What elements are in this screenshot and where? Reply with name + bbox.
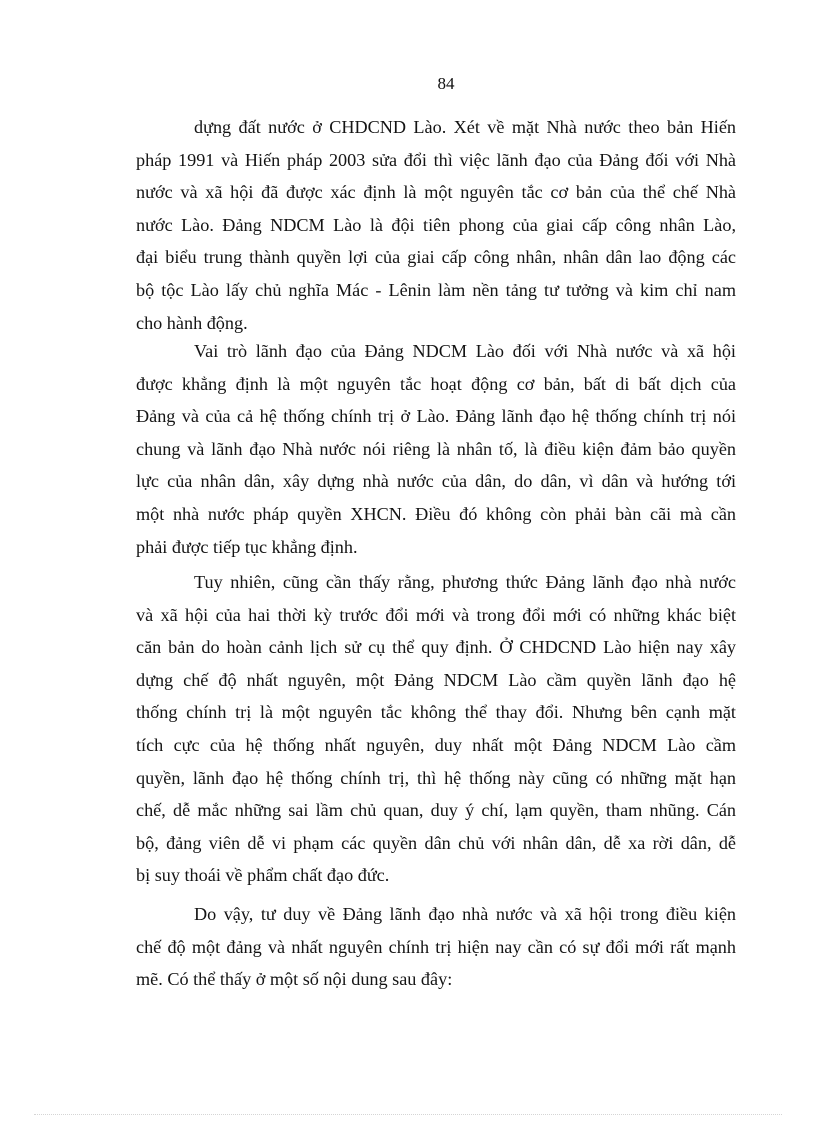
paragraph-line: Do vậy, tư duy về Đảng lãnh đạo nhà nước và xã hội trong điều kiện bbox=[194, 904, 736, 924]
paragraph-line: thống chính trị là một nguyên tắc không thể thay đổi. Nhưng bên cạnh mặt bbox=[136, 702, 736, 723]
paragraph-line: dựng đất nước ở CHDCND Lào. Xét về mặt Nhà nước theo bản Hiến bbox=[194, 117, 736, 137]
paragraph-line: mẽ. Có thể thấy ở một số nội dung sau đây: bbox=[136, 969, 453, 990]
paragraph-line: căn bản do hoàn cảnh lịch sử cụ thể quy định. Ở CHDCND Lào hiện nay xây bbox=[136, 637, 736, 658]
paragraph-line: cho hành động. bbox=[136, 312, 248, 333]
paragraph-line: được khẳng định là một nguyên tắc hoạt động cơ bản, bất di bất dịch của bbox=[136, 373, 736, 394]
page-number: 84 bbox=[437, 74, 455, 93]
paragraph-line: và xã hội của hai thời kỳ trước đổi mới và trong đổi mới có những khác biệt bbox=[136, 604, 736, 625]
paragraph-line: bộ tộc Lào lấy chủ nghĩa Mác - Lênin làm nền tảng tư tưởng và kim chỉ nam bbox=[136, 279, 736, 300]
paragraph-line: chung và lãnh đạo Nhà nước nói riêng là nhân tố, là điều kiện đảm bảo quyền bbox=[136, 438, 736, 459]
paragraph-1 bbox=[136, 111, 736, 339]
paragraph-line: dựng chế độ nhất nguyên, một Đảng NDCM Lào cầm quyền lãnh đạo hệ bbox=[136, 669, 736, 690]
paragraph-line: phải được tiếp tục khẳng định. bbox=[136, 536, 358, 557]
paragraph-line: tích cực của hệ thống nhất nguyên, duy nhất một Đảng NDCM Lào cầm bbox=[136, 734, 736, 755]
paragraph-line: Đảng và của cả hệ thống chính trị ở Lào. Đảng lãnh đạo hệ thống chính trị nói bbox=[136, 406, 736, 427]
paragraph-line: pháp 1991 và Hiến pháp 2003 sửa đổi thì việc lãnh đạo của Đảng đối với Nhà bbox=[136, 149, 736, 170]
page-bottom-divider bbox=[34, 1114, 782, 1115]
paragraph-2 bbox=[136, 335, 736, 563]
paragraph-line: nước Lào. Đảng NDCM Lào là đội tiên phong của giai cấp công nhân Lào, bbox=[136, 214, 736, 235]
paragraph-line: chế, dễ mắc những sai lầm chủ quan, duy ý chí, lạm quyền, tham nhũng. Cán bbox=[136, 800, 736, 821]
paragraph-line: Vai trò lãnh đạo của Đảng NDCM Lào đối với Nhà nước và xã hội bbox=[194, 341, 736, 361]
paragraph-4 bbox=[136, 898, 736, 996]
paragraph-line: bị suy thoái về phẩm chất đạo đức. bbox=[136, 865, 390, 886]
paragraph-line: nước và xã hội đã được xác định là một nguyên tắc cơ bản của thể chế Nhà bbox=[136, 182, 736, 203]
paragraph-line: một nhà nước pháp quyền XHCN. Điều đó không còn phải bàn cãi mà cần bbox=[136, 503, 736, 524]
paragraph-line: Tuy nhiên, cũng cần thấy rằng, phương thức Đảng lãnh đạo nhà nước bbox=[194, 572, 736, 592]
paragraph-3 bbox=[136, 566, 736, 892]
paragraph-line: lực của nhân dân, xây dựng nhà nước của dân, do dân, vì dân và hướng tới bbox=[136, 471, 736, 492]
paragraph-line: chế độ một đảng và nhất nguyên chính trị hiện nay cần có sự đổi mới rất mạnh bbox=[136, 936, 736, 957]
paragraph-line: quyền, lãnh đạo hệ thống chính trị, thì hệ thống này cũng có những mặt hạn bbox=[136, 767, 736, 788]
paragraph-line: bộ, đảng viên dễ vi phạm các quyền dân chủ với nhân dân, dễ xa rời dân, dễ bbox=[136, 832, 736, 853]
paragraph-line: đại biểu trung thành quyền lợi của giai cấp công nhân, nhân dân lao động các bbox=[136, 247, 736, 268]
